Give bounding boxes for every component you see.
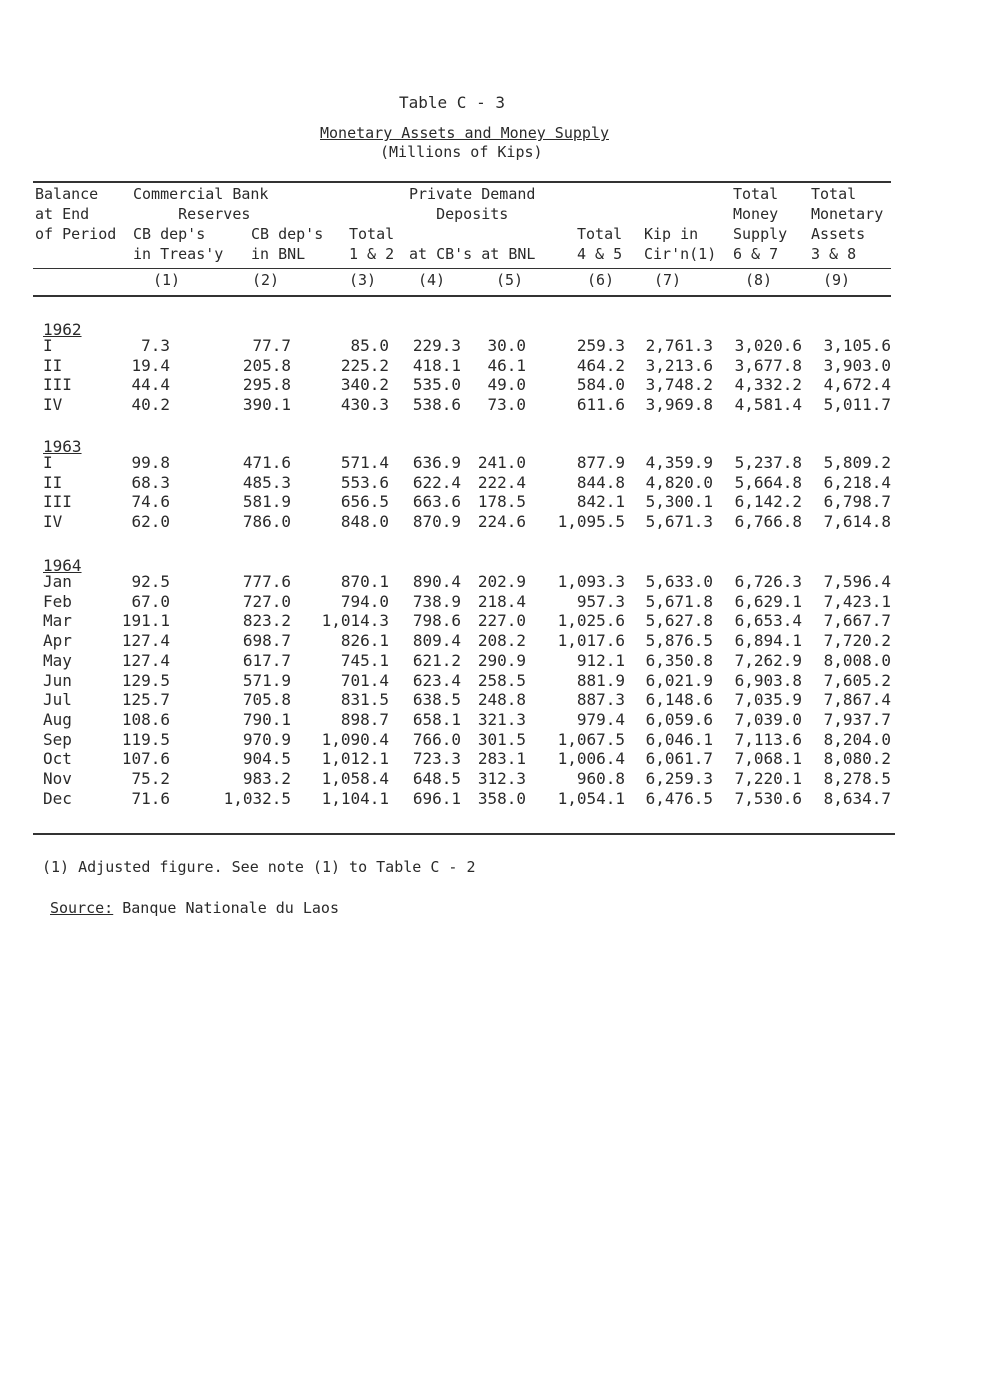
table-cell: 777.6 <box>242 572 291 591</box>
footnote: (1) Adjusted figure. See note (1) to Table C - 2 <box>42 858 476 876</box>
table-cell: 259.3 <box>576 336 625 355</box>
table-cell: 6,903.8 <box>734 670 802 690</box>
table-cell: 794.0 <box>340 591 389 611</box>
table-cell: 7,068.1 <box>734 749 802 769</box>
table-cell: 790.1 <box>242 709 291 729</box>
table-title: Table C - 3 <box>399 93 505 112</box>
table-cell: 4,672.4 <box>823 375 891 395</box>
header-total-4-5: Total 4 & 5 <box>577 225 623 263</box>
column-number: (6) <box>587 271 615 289</box>
header-balance: Balance at End of Period <box>35 185 117 243</box>
table-cell: 74.6 <box>131 492 170 512</box>
table-cell: 623.4 <box>412 670 461 690</box>
row-label: Jul <box>43 690 72 710</box>
table-cell: 5,671.8 <box>645 591 713 611</box>
table-cell: 1,025.6 <box>557 611 625 631</box>
table-cell: 229.3 <box>412 336 461 355</box>
table-cell: 77.7 <box>252 336 291 355</box>
table-cell: 7,596.4 <box>823 572 891 591</box>
row-label: Jan <box>43 572 72 591</box>
table-cell: 430.3 <box>340 395 389 415</box>
table-cell: 75.2 <box>131 769 170 788</box>
table-cell: 6,046.1 <box>645 729 713 749</box>
table-cell: 970.9 <box>242 729 291 749</box>
table-cell: 870.1 <box>340 572 389 591</box>
table-subtitle: Monetary Assets and Money Supply <box>320 124 609 142</box>
table-cell: 5,300.1 <box>645 492 713 512</box>
table-cell: 19.4 <box>131 355 170 375</box>
table-cell: 6,476.5 <box>645 788 713 808</box>
table-cell: 890.4 <box>412 572 461 591</box>
table-cell: 205.8 <box>242 355 291 375</box>
table-cell: 62.0 <box>131 512 170 532</box>
header-money-supply: Total Money Supply 6 & 7 <box>733 185 788 263</box>
table-cell: 471.6 <box>242 453 291 472</box>
row-label: Mar <box>43 611 72 631</box>
table-cell: 636.9 <box>412 453 461 472</box>
table-cell: 8,278.5 <box>823 769 891 788</box>
source-text: Banque Nationale du Laos <box>113 899 339 917</box>
table-cell: 745.1 <box>340 650 389 670</box>
table-cell: 1,032.5 <box>223 788 291 808</box>
table-cell: 5,671.3 <box>645 512 713 532</box>
table-cell: 4,359.9 <box>645 453 713 472</box>
table-cell: 1,054.1 <box>557 788 625 808</box>
row-label: Sep <box>43 729 72 749</box>
table-cell: 49.0 <box>487 375 526 395</box>
table-cell: 178.5 <box>477 492 526 512</box>
table-cell: 766.0 <box>412 729 461 749</box>
table-cell: 1,067.5 <box>557 729 625 749</box>
table-cell: 581.9 <box>242 492 291 512</box>
table-cell: 1,093.3 <box>557 572 625 591</box>
column-number: (2) <box>252 271 280 289</box>
table-cell: 30.0 <box>487 336 526 355</box>
table-cell: 5,876.5 <box>645 631 713 651</box>
table-cell: 3,105.6 <box>823 336 891 355</box>
table-cell: 7,423.1 <box>823 591 891 611</box>
table-cell: 225.2 <box>340 355 389 375</box>
column-number: (1) <box>153 271 181 289</box>
table-cell: 119.5 <box>121 729 170 749</box>
table-cell: 7,039.0 <box>734 709 802 729</box>
table-cell: 1,014.3 <box>321 611 389 631</box>
table-cell: 1,090.4 <box>321 729 389 749</box>
table-cell: 1,095.5 <box>557 512 625 532</box>
table-cell: 67.0 <box>131 591 170 611</box>
table-cell: 85.0 <box>350 336 389 355</box>
table-cell: 3,677.8 <box>734 355 802 375</box>
table-cell: 44.4 <box>131 375 170 395</box>
table-cell: 224.6 <box>477 512 526 532</box>
table-cell: 6,350.8 <box>645 650 713 670</box>
table-cell: 248.8 <box>477 690 526 710</box>
header-commercial-bank: Commercial Bank Reserves CB dep's in Treas'y <box>133 185 269 263</box>
table-cell: 8,008.0 <box>823 650 891 670</box>
table-cell: 258.5 <box>477 670 526 690</box>
source-label: Source: <box>50 899 114 917</box>
row-label: Oct <box>43 749 72 769</box>
header-cb-deps-bnl: CB dep's in BNL <box>251 225 324 263</box>
table-cell: 6,061.7 <box>645 749 713 769</box>
table-cell: 705.8 <box>242 690 291 710</box>
table-cell: 738.9 <box>412 591 461 611</box>
row-label: IV <box>43 395 63 415</box>
table-cell: 6,142.2 <box>734 492 802 512</box>
table-cell: 538.6 <box>412 395 461 415</box>
table-cell: 6,059.6 <box>645 709 713 729</box>
row-label: Feb <box>43 591 72 611</box>
table-cell: 5,237.8 <box>734 453 802 472</box>
table-cell: 979.4 <box>576 709 625 729</box>
table-cell: 1,104.1 <box>321 788 389 808</box>
table-cell: 46.1 <box>487 355 526 375</box>
table-cell: 191.1 <box>121 611 170 631</box>
column-number: (9) <box>823 271 851 289</box>
table-cell: 127.4 <box>121 650 170 670</box>
table-cell: 107.6 <box>121 749 170 769</box>
row-label: I <box>43 453 53 472</box>
table-cell: 5,809.2 <box>823 453 891 472</box>
table-cell: 696.1 <box>412 788 461 808</box>
table-cell: 611.6 <box>576 395 625 415</box>
table-cell: 295.8 <box>242 375 291 395</box>
table-cell: 8,634.7 <box>823 788 891 808</box>
table-cell: 7,614.8 <box>823 512 891 532</box>
table-cell: 727.0 <box>242 591 291 611</box>
table-cell: 321.3 <box>477 709 526 729</box>
table-cell: 485.3 <box>242 472 291 492</box>
header-rule <box>33 268 891 269</box>
table-cell: 129.5 <box>121 670 170 690</box>
row-label: Apr <box>43 631 72 651</box>
table-cell: 6,259.3 <box>645 769 713 788</box>
table-cell: 6,148.6 <box>645 690 713 710</box>
table-cell: 6,629.1 <box>734 591 802 611</box>
table-cell: 3,020.6 <box>734 336 802 355</box>
header-total-1-2: Total 1 & 2 <box>349 225 395 263</box>
table-cell: 8,204.0 <box>823 729 891 749</box>
table-cell: 127.4 <box>121 631 170 651</box>
row-label: III <box>43 492 72 512</box>
row-label: II <box>43 472 63 492</box>
table-cell: 7,262.9 <box>734 650 802 670</box>
year-label: 1962 <box>43 320 82 339</box>
table-cell: 571.4 <box>340 453 389 472</box>
table-cell: 798.6 <box>412 611 461 631</box>
table-cell: 656.5 <box>340 492 389 512</box>
table-cell: 7,113.6 <box>734 729 802 749</box>
table-cell: 617.7 <box>242 650 291 670</box>
table-cell: 71.6 <box>131 788 170 808</box>
row-label: III <box>43 375 72 395</box>
header-kip-circulation: Kip in Cir'n(1) <box>644 225 717 263</box>
table-cell: 870.9 <box>412 512 461 532</box>
row-label: Dec <box>43 788 72 808</box>
table-cell: 960.8 <box>576 769 625 788</box>
table-cell: 108.6 <box>121 709 170 729</box>
column-number: (3) <box>349 271 377 289</box>
table-cell: 621.2 <box>412 650 461 670</box>
table-cell: 358.0 <box>477 788 526 808</box>
table-cell: 983.2 <box>242 769 291 788</box>
table-cell: 301.5 <box>477 729 526 749</box>
table-cell: 125.7 <box>121 690 170 710</box>
table-cell: 99.8 <box>131 453 170 472</box>
table-cell: 5,627.8 <box>645 611 713 631</box>
table-cell: 3,748.2 <box>645 375 713 395</box>
table-cell: 3,903.0 <box>823 355 891 375</box>
column-number: (5) <box>496 271 524 289</box>
table-cell: 887.3 <box>576 690 625 710</box>
column-number: (8) <box>745 271 773 289</box>
table-cell: 290.9 <box>477 650 526 670</box>
table-cell: 842.1 <box>576 492 625 512</box>
row-label: I <box>43 336 53 355</box>
table-cell: 5,011.7 <box>823 395 891 415</box>
table-cell: 40.2 <box>131 395 170 415</box>
table-cell: 844.8 <box>576 472 625 492</box>
table-cell: 283.1 <box>477 749 526 769</box>
table-cell: 2,761.3 <box>645 336 713 355</box>
source-line <box>50 899 339 917</box>
table-cell: 1,012.1 <box>321 749 389 769</box>
table-cell: 701.4 <box>340 670 389 690</box>
table-cell: 622.4 <box>412 472 461 492</box>
table-cell: 5,664.8 <box>734 472 802 492</box>
table-cell: 6,894.1 <box>734 631 802 651</box>
table-cell: 648.5 <box>412 769 461 788</box>
table-cell: 877.9 <box>576 453 625 472</box>
table-cell: 898.7 <box>340 709 389 729</box>
row-label: Aug <box>43 709 72 729</box>
table-cell: 6,021.9 <box>645 670 713 690</box>
table-cell: 638.5 <box>412 690 461 710</box>
table-cell: 6,218.4 <box>823 472 891 492</box>
table-cell: 6,653.4 <box>734 611 802 631</box>
year-label: 1963 <box>43 437 82 456</box>
table-cell: 92.5 <box>131 572 170 591</box>
table-cell: 786.0 <box>242 512 291 532</box>
table-cell: 7,530.6 <box>734 788 802 808</box>
row-label: IV <box>43 512 63 532</box>
table-cell: 340.2 <box>340 375 389 395</box>
header-private-demand: Private Demand Deposits at CB's at BNL <box>409 185 536 263</box>
table-cell: 7,937.7 <box>823 709 891 729</box>
table-cell: 535.0 <box>412 375 461 395</box>
table-cell: 68.3 <box>131 472 170 492</box>
table-cell: 7,220.1 <box>734 769 802 788</box>
table-cell: 241.0 <box>477 453 526 472</box>
table-cell: 1,017.6 <box>557 631 625 651</box>
year-label: 1964 <box>43 556 82 575</box>
table-cell: 418.1 <box>412 355 461 375</box>
table-cell: 3,969.8 <box>645 395 713 415</box>
table-cell: 73.0 <box>487 395 526 415</box>
table-cell: 208.2 <box>477 631 526 651</box>
bottom-rule <box>33 833 895 835</box>
table-cell: 7,035.9 <box>734 690 802 710</box>
table-cell: 663.6 <box>412 492 461 512</box>
table-cell: 3,213.6 <box>645 355 713 375</box>
table-cell: 7,720.2 <box>823 631 891 651</box>
table-cell: 553.6 <box>340 472 389 492</box>
table-cell: 881.9 <box>576 670 625 690</box>
row-label: Nov <box>43 769 72 788</box>
table-cell: 7,667.7 <box>823 611 891 631</box>
table-cell: 826.1 <box>340 631 389 651</box>
row-label: Jun <box>43 670 72 690</box>
table-cell: 658.1 <box>412 709 461 729</box>
table-cell: 823.2 <box>242 611 291 631</box>
table-cell: 202.9 <box>477 572 526 591</box>
table-cell: 8,080.2 <box>823 749 891 769</box>
table-cell: 698.7 <box>242 631 291 651</box>
table-cell: 7,867.4 <box>823 690 891 710</box>
table-cell: 957.3 <box>576 591 625 611</box>
row-label: II <box>43 355 63 375</box>
table-cell: 4,820.0 <box>645 472 713 492</box>
table-cell: 831.5 <box>340 690 389 710</box>
table-cell: 464.2 <box>576 355 625 375</box>
table-cell: 904.5 <box>242 749 291 769</box>
column-number-rule <box>33 295 891 297</box>
table-cell: 6,766.8 <box>734 512 802 532</box>
table-cell: 218.4 <box>477 591 526 611</box>
header-monetary-assets: Total Monetary Assets 3 & 8 <box>811 185 884 263</box>
table-cell: 227.0 <box>477 611 526 631</box>
table-cell: 912.1 <box>576 650 625 670</box>
column-number: (4) <box>418 271 446 289</box>
table-cell: 571.9 <box>242 670 291 690</box>
table-cell: 6,726.3 <box>734 572 802 591</box>
table-cell: 6,798.7 <box>823 492 891 512</box>
table-cell: 390.1 <box>242 395 291 415</box>
table-cell: 723.3 <box>412 749 461 769</box>
table-cell: 584.0 <box>576 375 625 395</box>
table-cell: 222.4 <box>477 472 526 492</box>
table-cell: 1,058.4 <box>321 769 389 788</box>
table-units: (Millions of Kips) <box>380 143 543 161</box>
table-cell: 5,633.0 <box>645 572 713 591</box>
table-cell: 312.3 <box>477 769 526 788</box>
table-cell: 1,006.4 <box>557 749 625 769</box>
table-cell: 848.0 <box>340 512 389 532</box>
table-cell: 7.3 <box>141 336 170 355</box>
column-number: (7) <box>654 271 682 289</box>
top-rule <box>33 181 891 183</box>
table-cell: 4,581.4 <box>734 395 802 415</box>
row-label: May <box>43 650 72 670</box>
table-cell: 809.4 <box>412 631 461 651</box>
table-cell: 7,605.2 <box>823 670 891 690</box>
table-cell: 4,332.2 <box>734 375 802 395</box>
